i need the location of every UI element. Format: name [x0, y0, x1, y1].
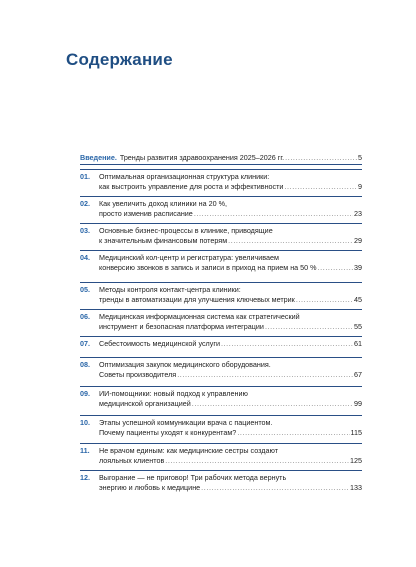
chapter-number: 08.: [80, 360, 90, 369]
dot-leader: [318, 263, 353, 273]
dot-leader: [265, 322, 353, 332]
toc-entry-02[interactable]: [80, 196, 362, 222]
chapter-number: 05.: [80, 285, 90, 294]
chapter-title-line: Советы производителя: [99, 369, 177, 379]
chapter-number: 01.: [80, 172, 90, 181]
chapter-title-line: Себестоимость медицинской услуги: [99, 339, 220, 348]
intro-label: Введение.: [80, 153, 117, 162]
dot-leader: [192, 399, 353, 409]
chapter-number: 06.: [80, 312, 90, 321]
chapter-number: 04.: [80, 253, 90, 262]
chapter-title-line: Оптимизация закупок медицинского оборудования.: [99, 360, 271, 369]
chapter-title-line: Не врачом единым: как медицинские сестры создают: [99, 446, 278, 455]
dot-leader: [165, 456, 349, 466]
page-number: 9: [358, 181, 362, 191]
chapter-title-line: Медицинская информационная система как стратегический: [99, 312, 300, 321]
chapter-number: 03.: [80, 226, 90, 235]
toc-entry-05[interactable]: [80, 282, 362, 308]
chapter-title-line: к значительным финансовым потерям: [99, 235, 228, 245]
page-number: 115: [350, 427, 362, 437]
toc-entry-11[interactable]: [80, 443, 362, 469]
dot-leader: [296, 295, 353, 305]
toc-entry-08[interactable]: [80, 357, 362, 383]
toc-entry-04[interactable]: [80, 250, 362, 276]
dot-leader: [284, 182, 357, 192]
page-number: 133: [350, 482, 362, 492]
page-number: 45: [354, 294, 362, 304]
toc-entry-01[interactable]: [80, 169, 362, 195]
chapter-number: 11.: [80, 446, 90, 455]
chapter-title-line: Этапы успешной коммуникации врача с пациентом.: [99, 418, 273, 427]
chapter-title-line: тренды в автоматизации для улучшения ключевых метрик: [99, 294, 295, 304]
dot-leader: [194, 209, 353, 219]
page-number: 23: [354, 208, 362, 218]
toc-entry-12[interactable]: [80, 470, 362, 496]
chapter-title-line: Оптимальная организационная структура клиники:: [99, 172, 270, 181]
chapter-title-line: энергию и любовь к медицине: [99, 482, 201, 492]
toc-entry-03[interactable]: [80, 223, 362, 249]
page-number: 67: [354, 369, 362, 379]
dot-leader: [201, 483, 349, 493]
toc-entry-06[interactable]: [80, 309, 362, 335]
chapter-title-line: медицинской организацией: [99, 398, 191, 408]
chapter-title-line: Основные бизнес-процессы в клинике, приводящие: [99, 226, 273, 235]
dot-leader: [177, 370, 353, 380]
page-number: 125: [350, 455, 362, 465]
chapter-title-line: как выстроить управление для роста и эффективности: [99, 181, 284, 191]
chapter-title-line: Медицинский кол-центр и регистратура: увеличиваем: [99, 253, 279, 262]
chapter-title-line: конверсию звонков в запись и записи в приход на прием на 50 %: [99, 262, 317, 272]
chapter-title-line: просто изменив расписание: [99, 208, 193, 218]
dot-leader: [237, 428, 349, 438]
page-title: Содержание: [66, 50, 173, 69]
intro-title: Тренды развития здравоохранения 2025–2026 гг.: [119, 153, 285, 162]
chapter-title-line: Как увеличить доход клиники на 20 %,: [99, 199, 227, 208]
chapter-title-line: Методы контроля контакт-центра клиники:: [99, 285, 241, 294]
page-number: 5: [358, 153, 362, 162]
page-number: 39: [354, 262, 362, 272]
page-number: 61: [354, 339, 362, 348]
toc-entry-09[interactable]: [80, 386, 362, 412]
chapter-number: 07.: [80, 339, 90, 348]
chapter-title-line: Выгорание — не приговор! Три рабочих метода вернуть: [99, 473, 287, 482]
chapter-title-line: ИИ-помощники: новый подход к управлению: [99, 389, 248, 398]
chapter-number: 09.: [80, 389, 90, 398]
page-number: 55: [354, 321, 362, 331]
toc-entry-07[interactable]: [80, 336, 362, 352]
chapter-number: 10.: [80, 418, 90, 427]
chapter-title-line: инструмент и безопасная платформа интеграции: [99, 321, 264, 331]
chapter-title-line: Почему пациенты уходят к конкурентам?: [99, 427, 237, 437]
page-number: 99: [354, 398, 362, 408]
dot-leader: [228, 236, 353, 246]
dot-leader: [285, 152, 357, 164]
toc-intro[interactable]: [80, 152, 362, 165]
chapter-number: 02.: [80, 199, 90, 208]
toc-entry-10[interactable]: [80, 415, 362, 441]
chapter-number: 12.: [80, 473, 90, 482]
dot-leader: [221, 339, 353, 349]
page-number: 29: [354, 235, 362, 245]
chapter-title-line: лояльных клиентов: [99, 455, 165, 465]
